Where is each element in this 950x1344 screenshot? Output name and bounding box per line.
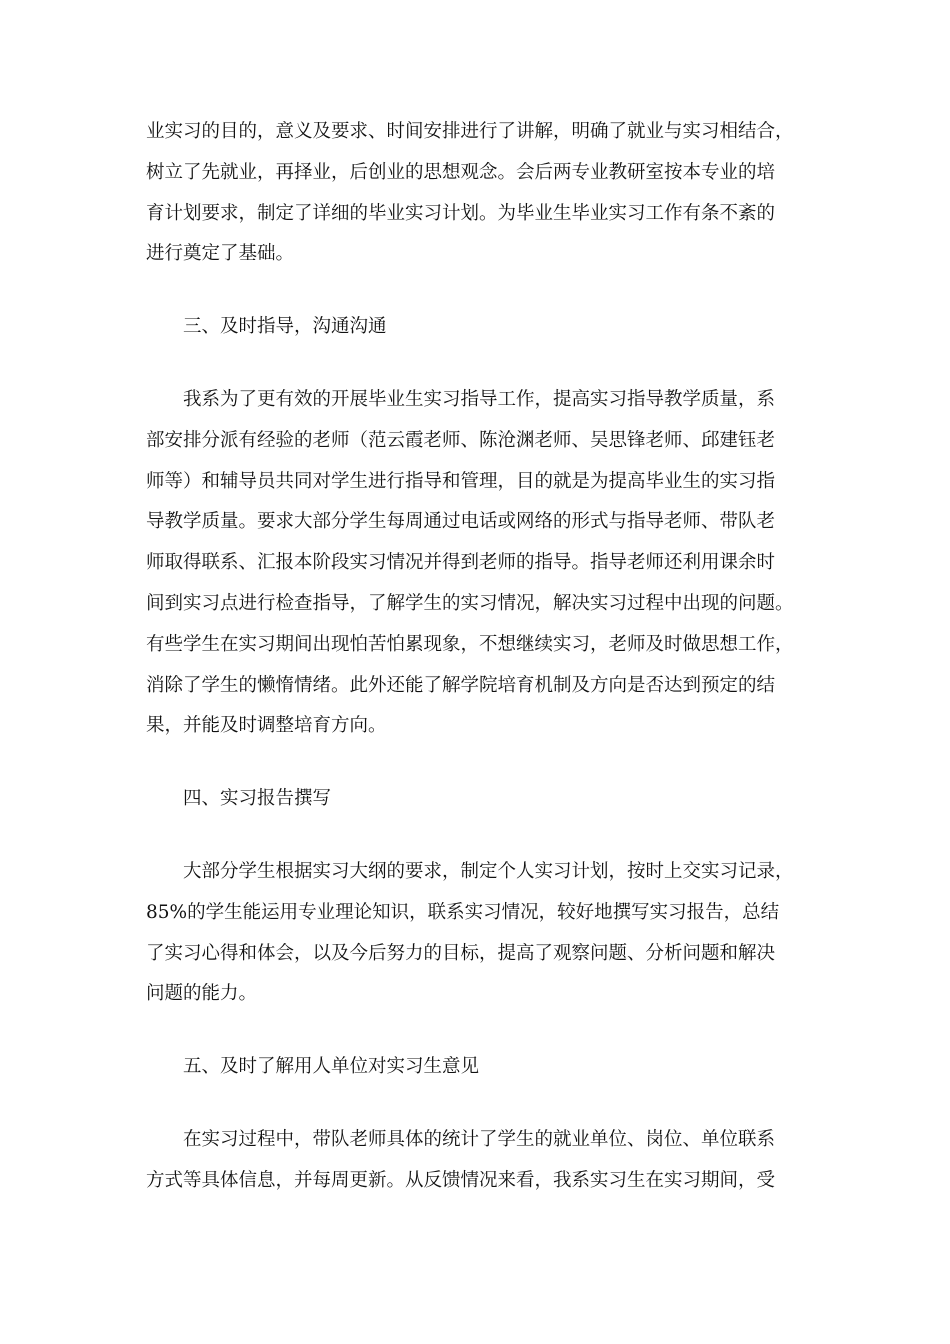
text-line: 我系为了更有效的开展毕业生实习指导工作，提高实习指导教学质量，系 bbox=[183, 388, 776, 410]
text-line: 进行奠定了基础。 bbox=[146, 243, 295, 265]
text-line: 业实习的目的，意义及要求、时间安排进行了讲解，明确了就业与实习相结合， bbox=[146, 121, 794, 142]
text-line: 果，并能及时调整培育方向。 bbox=[146, 715, 387, 737]
paragraph bbox=[146, 852, 806, 1015]
text-line: 在实习过程中，带队老师具体的统计了学生的就业单位、岗位、单位联系 bbox=[183, 1128, 776, 1150]
text-line: 师取得联系、汇报本阶段实习情况并得到老师的指导。指导老师还利用课余时 bbox=[146, 552, 776, 574]
text-line: 大部分学生根据实习大纲的要求，制定个人实习计划，按时上交实习记录， bbox=[183, 860, 794, 882]
text-line: 导教学质量。要求大部分学生每周通过电话或网络的形式与指导老师、带队老 bbox=[146, 511, 776, 533]
text-line: 消除了学生的懒惰情绪。此外还能了解学院培育机制及方向是否达到预定的结 bbox=[146, 674, 776, 696]
section-heading: 五、及时了解用人单位对实习生意见 bbox=[183, 1056, 480, 1078]
paragraph bbox=[146, 1120, 806, 1202]
text-line: 方式等具体信息，并每周更新。从反馈情况来看，我系实习生在实习期间，受 bbox=[146, 1169, 776, 1191]
text-line: 85%的学生能运用专业理论知识，联系实习情况，较好地撰写实习报告，总结 bbox=[146, 901, 780, 923]
text-line: 有些学生在实习期间出现怕苦怕累现象，不想继续实习，老师及时做思想工作， bbox=[146, 633, 794, 655]
section-heading: 四、实习报告撰写 bbox=[183, 788, 332, 810]
text-line: 了实习心得和体会，以及今后努力的目标，提高了观察问题、分析问题和解决 bbox=[146, 942, 776, 964]
text-line: 师等）和辅导员共同对学生进行指导和管理，目的就是为提高毕业生的实习指 bbox=[146, 470, 776, 492]
text-line: 树立了先就业，再择业，后创业的思想观念。会后两专业教研室按本专业的培 bbox=[146, 161, 776, 183]
text-line: 问题的能力。 bbox=[146, 983, 258, 1005]
document-body bbox=[146, 112, 806, 1202]
paragraph bbox=[146, 112, 806, 275]
text-line: 育计划要求，制定了详细的毕业实习计划。为毕业生毕业实习工作有条不紊的 bbox=[146, 202, 776, 224]
text-line: 间到实习点进行检查指导，了解学生的实习情况，解决实习过程中出现的问题。 bbox=[146, 592, 794, 614]
text-line: 部安排分派有经验的老师（范云霞老师、陈沧渊老师、吴思锋老师、邱建钰老 bbox=[146, 429, 776, 451]
paragraph bbox=[146, 380, 806, 747]
section-heading: 三、及时指导，沟通沟通 bbox=[183, 316, 387, 338]
